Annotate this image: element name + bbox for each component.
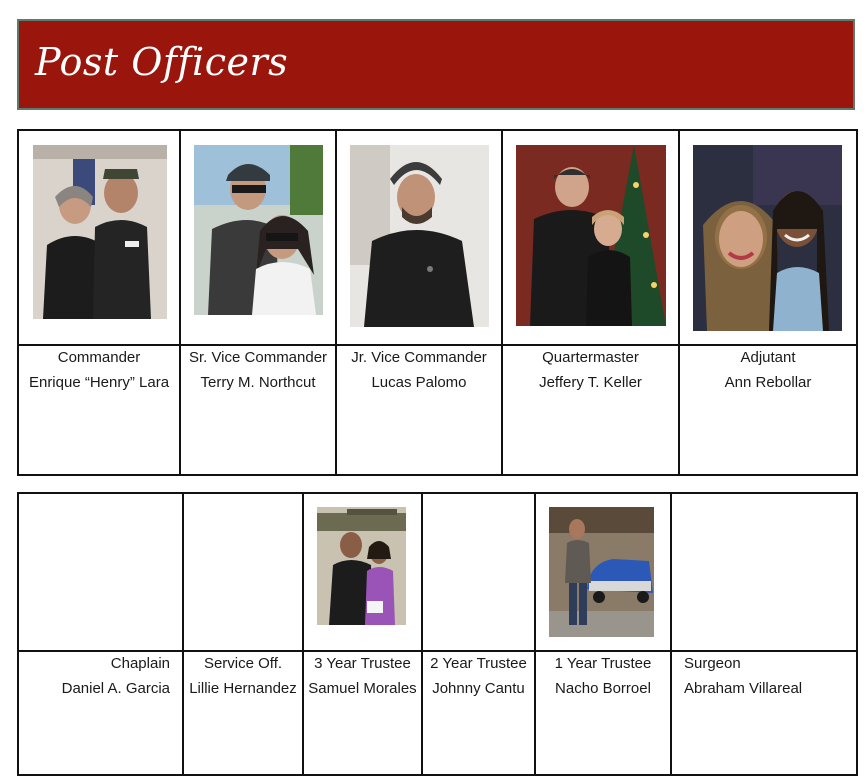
- photo-icon: [693, 145, 842, 331]
- officer-name-cell: [679, 345, 857, 475]
- officer-photo-cell: [502, 130, 679, 345]
- jr-vice-commander-photo: [350, 145, 489, 327]
- officer-name: Lillie Hernandez: [189, 679, 297, 697]
- officer-title: Service Off.: [203, 655, 283, 672]
- photo-icon: [516, 145, 666, 326]
- officer-name: Ann Rebollar: [724, 373, 812, 391]
- officer-name-cell: [336, 345, 502, 475]
- officer-photo-cell: [535, 493, 671, 651]
- officers-table-top: [17, 129, 858, 476]
- officer-name-cell: [535, 651, 671, 775]
- officer-photo-cell: [18, 130, 180, 345]
- officer-title: 3 Year Trustee: [314, 655, 411, 672]
- one-year-trustee-photo: [549, 507, 654, 637]
- commander-photo: [33, 145, 167, 319]
- page-title: Post Officers: [35, 40, 289, 84]
- empty-photo-cell: [18, 493, 183, 651]
- officer-name: Nacho Borroel: [555, 679, 651, 697]
- photo-row: [18, 130, 857, 345]
- officer-name: Johnny Cantu: [432, 679, 525, 697]
- photo-icon: [350, 145, 489, 327]
- officers-table-bottom: [17, 492, 858, 776]
- officer-photo-cell: [303, 493, 422, 651]
- officer-name: Enrique “Henry” Lara: [28, 373, 170, 391]
- officer-name-cell: [18, 345, 180, 475]
- officer-name-cell: [18, 651, 183, 775]
- three-year-trustee-photo: [317, 507, 406, 625]
- officer-title: Commander: [57, 349, 141, 366]
- officer-title: 1 Year Trustee: [554, 655, 652, 672]
- officer-photo-cell: [180, 130, 336, 345]
- officer-name: Abraham Villareal: [684, 679, 803, 697]
- officer-photo-cell: [336, 130, 502, 345]
- photo-icon: [317, 507, 406, 625]
- photo-icon: [549, 507, 654, 637]
- officer-name-cell: [303, 651, 422, 775]
- officer-name-cell: [183, 651, 303, 775]
- officer-name-cell: [422, 651, 535, 775]
- officer-title: Surgeon: [684, 655, 741, 672]
- empty-photo-cell: [183, 493, 303, 651]
- officer-title: Quartermaster: [542, 349, 639, 366]
- officer-title: 2 Year Trustee: [430, 655, 527, 672]
- adjutant-photo: [693, 145, 842, 331]
- officer-name: Samuel Morales: [308, 679, 417, 697]
- officer-title: Chaplain: [110, 655, 170, 672]
- officer-title: Sr. Vice Commander: [188, 349, 328, 366]
- officer-name-cell: [502, 345, 679, 475]
- photo-row: [18, 493, 857, 651]
- name-row: [18, 651, 857, 775]
- officer-name: Jeffery T. Keller: [539, 373, 642, 391]
- officer-title: Adjutant: [740, 349, 796, 366]
- empty-photo-cell: [671, 493, 857, 651]
- photo-icon: [194, 145, 323, 315]
- header-banner: [17, 19, 855, 110]
- quartermaster-photo: [516, 145, 666, 326]
- officer-name: Daniel A. Garcia: [61, 679, 170, 697]
- officer-name-cell: [671, 651, 857, 775]
- officer-name: Terry M. Northcut: [200, 373, 316, 391]
- officer-photo-cell: [679, 130, 857, 345]
- photo-icon: [33, 145, 167, 319]
- officer-title: Jr. Vice Commander: [351, 349, 487, 366]
- empty-photo-cell: [422, 493, 535, 651]
- name-row: [18, 345, 857, 475]
- officer-name: Lucas Palomo: [371, 373, 467, 391]
- sr-vice-commander-photo: [194, 145, 323, 315]
- officer-name-cell: [180, 345, 336, 475]
